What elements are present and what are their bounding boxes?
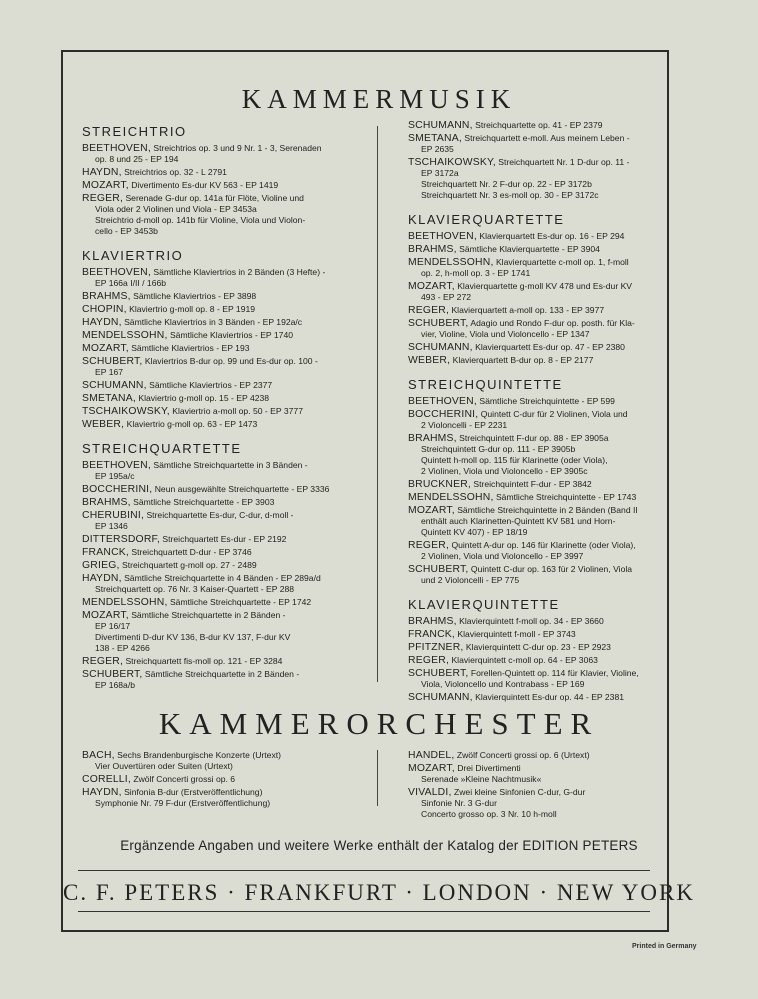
work-line: Klavierquintett f-moll - EP 3743 (457, 629, 576, 639)
work-line: Quintett C-dur für 2 Violinen, Viola und (480, 409, 628, 419)
catalog-entry (408, 505, 680, 538)
catalog-entry (82, 534, 354, 545)
composer-name: BEETHOVEN, (408, 231, 477, 242)
composer-name: MENDELSSOHN, (82, 597, 168, 608)
work-line: Streichquartett Nr. 2 F-dur op. 22 - EP 3172b (421, 179, 592, 189)
work-line: Klavierquartett Es-dur op. 16 - EP 294 (479, 231, 625, 241)
composer-name: HAYDN, (82, 787, 122, 798)
composer-name: BOCCHERINI, (408, 409, 479, 420)
catalog-entry (82, 267, 354, 289)
composer-name: REGER, (82, 656, 124, 667)
catalog-entry (408, 750, 692, 761)
catalog-entry (82, 419, 354, 430)
work-line: Klaviertrio g-moll op. 8 - EP 1919 (129, 304, 256, 314)
section-heading: KLAVIERQUINTETTE (408, 597, 560, 612)
composer-name: MOZART, (82, 610, 129, 621)
catalog-entry (408, 787, 692, 820)
composer-name: SCHUMANN, (408, 342, 473, 353)
work-line: Viola oder 2 Violinen und Viola - EP 3453a (95, 204, 257, 214)
work-line: Klavierquartett Es-dur op. 47 - EP 2380 (475, 342, 625, 352)
catalog-entry (82, 343, 354, 354)
catalog-entry (82, 669, 354, 691)
work-line: Klavierquintett c-moll op. 64 - EP 3063 (451, 655, 598, 665)
work-line: Sämtliche Klaviertrios in 3 Bänden - EP 192a/c (124, 317, 303, 327)
work-line: 138 - EP 4266 (95, 643, 150, 653)
work-line: Serenade G-dur op. 141a für Flöte, Violine und (125, 193, 304, 203)
work-line: Streichquartett Nr. 1 D-dur op. 11 - (498, 157, 630, 167)
work-line: 2 Violinen, Viola und Violoncello - EP 3905c (421, 466, 588, 476)
work-line: Streichtrio d-moll op. 141b für Violine, Viola und Violon- (95, 215, 306, 225)
work-line: Zwölf Concerti grossi op. 6 (133, 774, 236, 784)
catalog-entry (82, 143, 354, 165)
work-line: Sämtliche Klaviertrios in 2 Bänden (3 Hefte) - (153, 267, 326, 277)
catalog-entry (82, 330, 354, 341)
work-line: Streichquartett e-moll. Aus meinem Leben - (464, 133, 630, 143)
work-line: EP 167 (95, 367, 124, 377)
work-line: und 2 Violoncelli - EP 775 (421, 575, 520, 585)
work-line: Concerto grosso op. 3 Nr. 10 h-moll (421, 809, 557, 819)
work-line: 493 - EP 272 (421, 292, 472, 302)
column-divider (377, 126, 378, 682)
catalog-entry (408, 433, 680, 477)
work-line: Quintett h-moll op. 115 für Klarinette (oder Viola), (421, 455, 608, 465)
work-line: Sämtliche Klaviertrios - EP 193 (131, 343, 250, 353)
composer-name: MENDELSSOHN, (82, 330, 168, 341)
composer-name: BOCCHERINI, (82, 484, 153, 495)
composer-name: SCHUBERT, (408, 564, 469, 575)
catalog-entry (82, 460, 354, 482)
catalog-entry (408, 616, 680, 627)
catalog-entry (408, 231, 680, 242)
work-line: Sämtliche Streichquartette in 2 Bänden - (144, 669, 300, 679)
catalog-entry (82, 167, 354, 178)
work-line: Streichquartett Nr. 3 es-moll op. 30 - EP 3172c (421, 190, 599, 200)
composer-name: BRAHMS, (408, 616, 457, 627)
composer-name: MOZART, (408, 763, 455, 774)
composer-name: REGER, (82, 193, 124, 204)
composer-name: BEETHOVEN, (82, 460, 151, 471)
composer-name: SCHUMANN, (408, 120, 473, 131)
work-line: Adagio und Rondo F-dur op. posth. für Kla- (470, 318, 635, 328)
work-line: Klavierquartett B-dur op. 8 - EP 2177 (452, 355, 594, 365)
work-line: Klaviertrios B-dur op. 99 und Es-dur op. 100 - (144, 356, 318, 366)
catalog-entry (408, 409, 680, 431)
composer-name: REGER, (408, 655, 450, 666)
catalog-entry (82, 610, 354, 654)
composer-name: MOZART, (408, 281, 455, 292)
work-line: Sämtliche Streichquartette in 2 Bänden - (131, 610, 286, 620)
catalog-entry (82, 291, 354, 302)
work-line: Streichquartett fis-moll op. 121 - EP 3284 (125, 656, 283, 666)
work-line: Klavierquartette c-moll op. 1, f-moll (495, 257, 629, 267)
composer-name: DITTERSDORF, (82, 534, 161, 545)
work-line: vier, Violine, Viola und Violoncello - EP 1347 (421, 329, 590, 339)
composer-name: VIVALDI, (408, 787, 452, 798)
work-line: Divertimento Es-dur KV 563 - EP 1419 (131, 180, 279, 190)
work-line: Klavierquintett Es-dur op. 44 - EP 2381 (475, 692, 625, 702)
catalog-entry (408, 479, 680, 490)
orchestra-title: KAMMERORCHESTER (158, 706, 600, 741)
catalog-entry (408, 305, 680, 316)
work-line: EP 16/17 (95, 621, 131, 631)
right-column (408, 120, 680, 705)
catalog-entry (82, 787, 366, 809)
composer-name: WEBER, (82, 419, 125, 430)
work-line: EP 2635 (421, 144, 454, 154)
composer-name: SCHUBERT, (408, 318, 469, 329)
work-line: Streichquintett F-dur - EP 3842 (473, 479, 592, 489)
work-line: Divertimenti D-dur KV 136, B-dur KV 137, F-dur KV (95, 632, 291, 642)
work-line: Symphonie Nr. 79 F-dur (Erstveröffentlichung) (95, 798, 271, 808)
catalog-entry (82, 380, 354, 391)
catalog-entry (408, 492, 680, 503)
orchestra-right-column (408, 750, 692, 822)
composer-name: GRIEG, (82, 560, 120, 571)
work-line: Streichtrios op. 3 und 9 Nr. 1 - 3, Serenaden (153, 143, 322, 153)
work-line: Sämtliche Streichquartette in 4 Bänden - EP 289a/d (124, 573, 321, 583)
work-line: Streichquartett D-dur - EP 3746 (131, 547, 252, 557)
work-line: Quintett A-dur op. 146 für Klarinette (oder Viola), (451, 540, 636, 550)
composer-name: PFITZNER, (408, 642, 464, 653)
composer-name: BEETHOVEN, (82, 143, 151, 154)
work-line: Sämtliche Streichquintette - EP 599 (479, 396, 615, 406)
composer-name: SMETANA, (82, 393, 136, 404)
work-line: Streichquartette op. 41 - EP 2379 (475, 120, 603, 130)
work-line: Streichquartett Es-dur - EP 2192 (162, 534, 287, 544)
composer-name: FRANCK, (408, 629, 456, 640)
work-line: Zwei kleine Sinfonien C-dur, G-dur (453, 787, 586, 797)
composer-name: CORELLI, (82, 774, 131, 785)
work-line: Klavierquartett a-moll op. 133 - EP 3977 (451, 305, 605, 315)
composer-name: SCHUBERT, (82, 669, 143, 680)
orchestra-divider (377, 750, 378, 806)
composer-name: SCHUMANN, (82, 380, 147, 391)
composer-name: BRAHMS, (408, 433, 457, 444)
composer-name: CHERUBINI, (82, 510, 145, 521)
catalog-entry (408, 763, 692, 785)
work-line: EP 3172a (421, 168, 459, 178)
orchestra-left-column (82, 750, 366, 811)
catalog-entry (408, 692, 680, 703)
catalog-entry (82, 597, 354, 608)
section-heading: STREICHQUARTETTE (82, 441, 242, 456)
work-line: Klaviertrio g-moll op. 63 - EP 1473 (126, 419, 258, 429)
work-line: 2 Violoncelli - EP 2231 (421, 420, 508, 430)
composer-name: MENDELSSOHN, (408, 492, 494, 503)
catalog-entry (408, 257, 680, 279)
work-line: Sämtliche Klaviertrios - EP 2377 (149, 380, 273, 390)
catalog-entry (408, 540, 680, 562)
catalog-entry (82, 560, 354, 571)
composer-name: SCHUBERT, (408, 668, 469, 679)
catalog-entry (408, 668, 680, 690)
publisher-line: C. F. PETERS · FRANKFURT · LONDON · NEW YORK (63, 880, 695, 905)
composer-name: CHOPIN, (82, 304, 127, 315)
composer-name: BEETHOVEN, (408, 396, 477, 407)
work-line: 2 Violinen, Viola und Violoncello - EP 3997 (421, 551, 584, 561)
catalog-entry (408, 342, 680, 353)
catalog-entry (82, 750, 366, 772)
work-line: Sämtliche Klavierquartette - EP 3904 (459, 244, 600, 254)
composer-name: MOZART, (408, 505, 455, 516)
catalog-entry (82, 497, 354, 508)
section-heading: STREICHTRIO (82, 124, 187, 139)
work-line: Neun ausgewählte Streichquartette - EP 3336 (154, 484, 330, 494)
left-column (82, 124, 354, 693)
catalog-entry (82, 393, 354, 404)
work-line: Serenade »Kleine Nachtmusik« (421, 774, 542, 784)
catalog-entry (82, 573, 354, 595)
work-line: Sämtliche Streichquartette - EP 1742 (169, 597, 312, 607)
section-heading: KLAVIERQUARTETTE (408, 212, 565, 227)
work-line: Zwölf Concerti grossi op. 6 (Urtext) (456, 750, 590, 760)
work-line: Quintett KV 407) - EP 18/19 (421, 527, 528, 537)
composer-name: BRAHMS, (82, 291, 131, 302)
work-line: Sechs Brandenburgische Konzerte (Urtext) (117, 750, 281, 760)
composer-name: BRAHMS, (408, 244, 457, 255)
work-line: EP 168a/b (95, 680, 135, 690)
work-line: Streichquintett F-dur op. 88 - EP 3905a (459, 433, 609, 443)
catalog-entry (408, 355, 680, 366)
catalog-entry (408, 655, 680, 666)
work-line: op. 2, h-moll op. 3 - EP 1741 (421, 268, 531, 278)
work-line: Klaviertrio g-moll op. 15 - EP 4238 (138, 393, 270, 403)
catalog-entry (408, 157, 680, 201)
work-line: Klavierquintett C-dur op. 23 - EP 2923 (465, 642, 611, 652)
composer-name: SCHUBERT, (82, 356, 143, 367)
catalog-entry (82, 356, 354, 378)
section-heading: STREICHQUINTETTE (408, 377, 563, 392)
catalog-note: Ergänzende Angaben und weitere Werke enthält der Katalog der EDITION PETERS (120, 838, 638, 853)
composer-name: SCHUMANN, (408, 692, 473, 703)
catalog-entry (408, 133, 680, 155)
composer-name: HAYDN, (82, 167, 122, 178)
catalog-entry (408, 244, 680, 255)
work-line: Drei Divertimenti (457, 763, 521, 773)
work-line: Forellen-Quintett op. 114 für Klavier, Violine, (470, 668, 639, 678)
catalog-entry (408, 629, 680, 640)
composer-name: REGER, (408, 540, 450, 551)
catalog-entry (408, 642, 680, 653)
rule-bottom (78, 911, 650, 912)
work-line: Sämtliche Streichquartette in 3 Bänden - (153, 460, 308, 470)
work-line: EP 195a/c (95, 471, 135, 481)
rule-top (78, 870, 650, 871)
work-line: Streichquartett op. 76 Nr. 3 Kaiser-Quartett - EP 288 (95, 584, 295, 594)
work-line: Streichquartette Es-dur, C-dur, d-moll - (146, 510, 294, 520)
work-line: Viola, Violoncello und Kontrabass - EP 169 (421, 679, 585, 689)
composer-name: HAYDN, (82, 573, 122, 584)
work-line: Sämtliche Klaviertrios - EP 3898 (133, 291, 257, 301)
work-line: EP 166a I/II / 166b (95, 278, 167, 288)
work-line: Sämtliche Klaviertrios - EP 1740 (169, 330, 294, 340)
composer-name: TSCHAIKOWSKY, (408, 157, 496, 168)
composer-name: MOZART, (82, 180, 129, 191)
work-line: Klavierquartette g-moll KV 478 und Es-dur KV (457, 281, 633, 291)
composer-name: SMETANA, (408, 133, 462, 144)
work-line: Sämtliche Streichquintette in 2 Bänden (Band II (457, 505, 638, 515)
work-line: EP 1346 (95, 521, 128, 531)
work-line: Sinfonie Nr. 3 G-dur (421, 798, 497, 808)
composer-name: HAYDN, (82, 317, 122, 328)
composer-name: MENDELSSOHN, (408, 257, 494, 268)
work-line: Streichquartett g-moll op. 27 - 2489 (121, 560, 257, 570)
work-line: Sinfonia B-dur (Erstveröffentlichung) (124, 787, 263, 797)
catalog-entry (82, 317, 354, 328)
catalog-entry (408, 120, 680, 131)
composer-name: TSCHAIKOWSKY, (82, 406, 170, 417)
catalog-entry (408, 396, 680, 407)
composer-name: FRANCK, (82, 547, 130, 558)
catalog-entry (82, 510, 354, 532)
work-line: Klavierquintett f-moll op. 34 - EP 3660 (459, 616, 604, 626)
page-title: KAMMERMUSIK (241, 84, 517, 114)
work-line: Klaviertrio a-moll op. 50 - EP 3777 (172, 406, 303, 416)
work-line: op. 8 und 25 - EP 194 (95, 154, 179, 164)
catalog-entry (82, 180, 354, 191)
composer-name: BRUCKNER, (408, 479, 471, 490)
catalog-entry (82, 656, 354, 667)
work-line: Sämtliche Streichquintette - EP 1743 (495, 492, 637, 502)
printed-in-germany: Printed in Germany (632, 943, 697, 950)
composer-name: MOZART, (82, 343, 129, 354)
section-heading: KLAVIERTRIO (82, 248, 184, 263)
composer-name: BACH, (82, 750, 115, 761)
catalog-entry (82, 406, 354, 417)
catalog-entry (408, 281, 680, 303)
work-line: cello - EP 3453b (95, 226, 158, 236)
work-line: enthält auch Klarinetten-Quintett KV 581 und Horn- (421, 516, 616, 526)
catalog-entry (408, 564, 680, 586)
catalog-entry (82, 774, 366, 785)
catalog-entry (82, 304, 354, 315)
composer-name: WEBER, (408, 355, 451, 366)
work-line: Sämtliche Streichquartette - EP 3903 (133, 497, 275, 507)
composer-name: HANDEL, (408, 750, 455, 761)
composer-name: REGER, (408, 305, 450, 316)
work-line: Quintett C-dur op. 163 für 2 Violinen, Viola (470, 564, 633, 574)
catalog-entry (408, 318, 680, 340)
catalog-entry (82, 547, 354, 558)
work-line: Streichtrios op. 32 - L 2791 (124, 167, 227, 177)
work-line: Vier Ouvertüren oder Suiten (Urtext) (95, 761, 233, 771)
catalog-entry (82, 193, 354, 237)
composer-name: BRAHMS, (82, 497, 131, 508)
catalog-entry (82, 484, 354, 495)
composer-name: BEETHOVEN, (82, 267, 151, 278)
work-line: Streichquintett G-dur op. 111 - EP 3905b (421, 444, 576, 454)
